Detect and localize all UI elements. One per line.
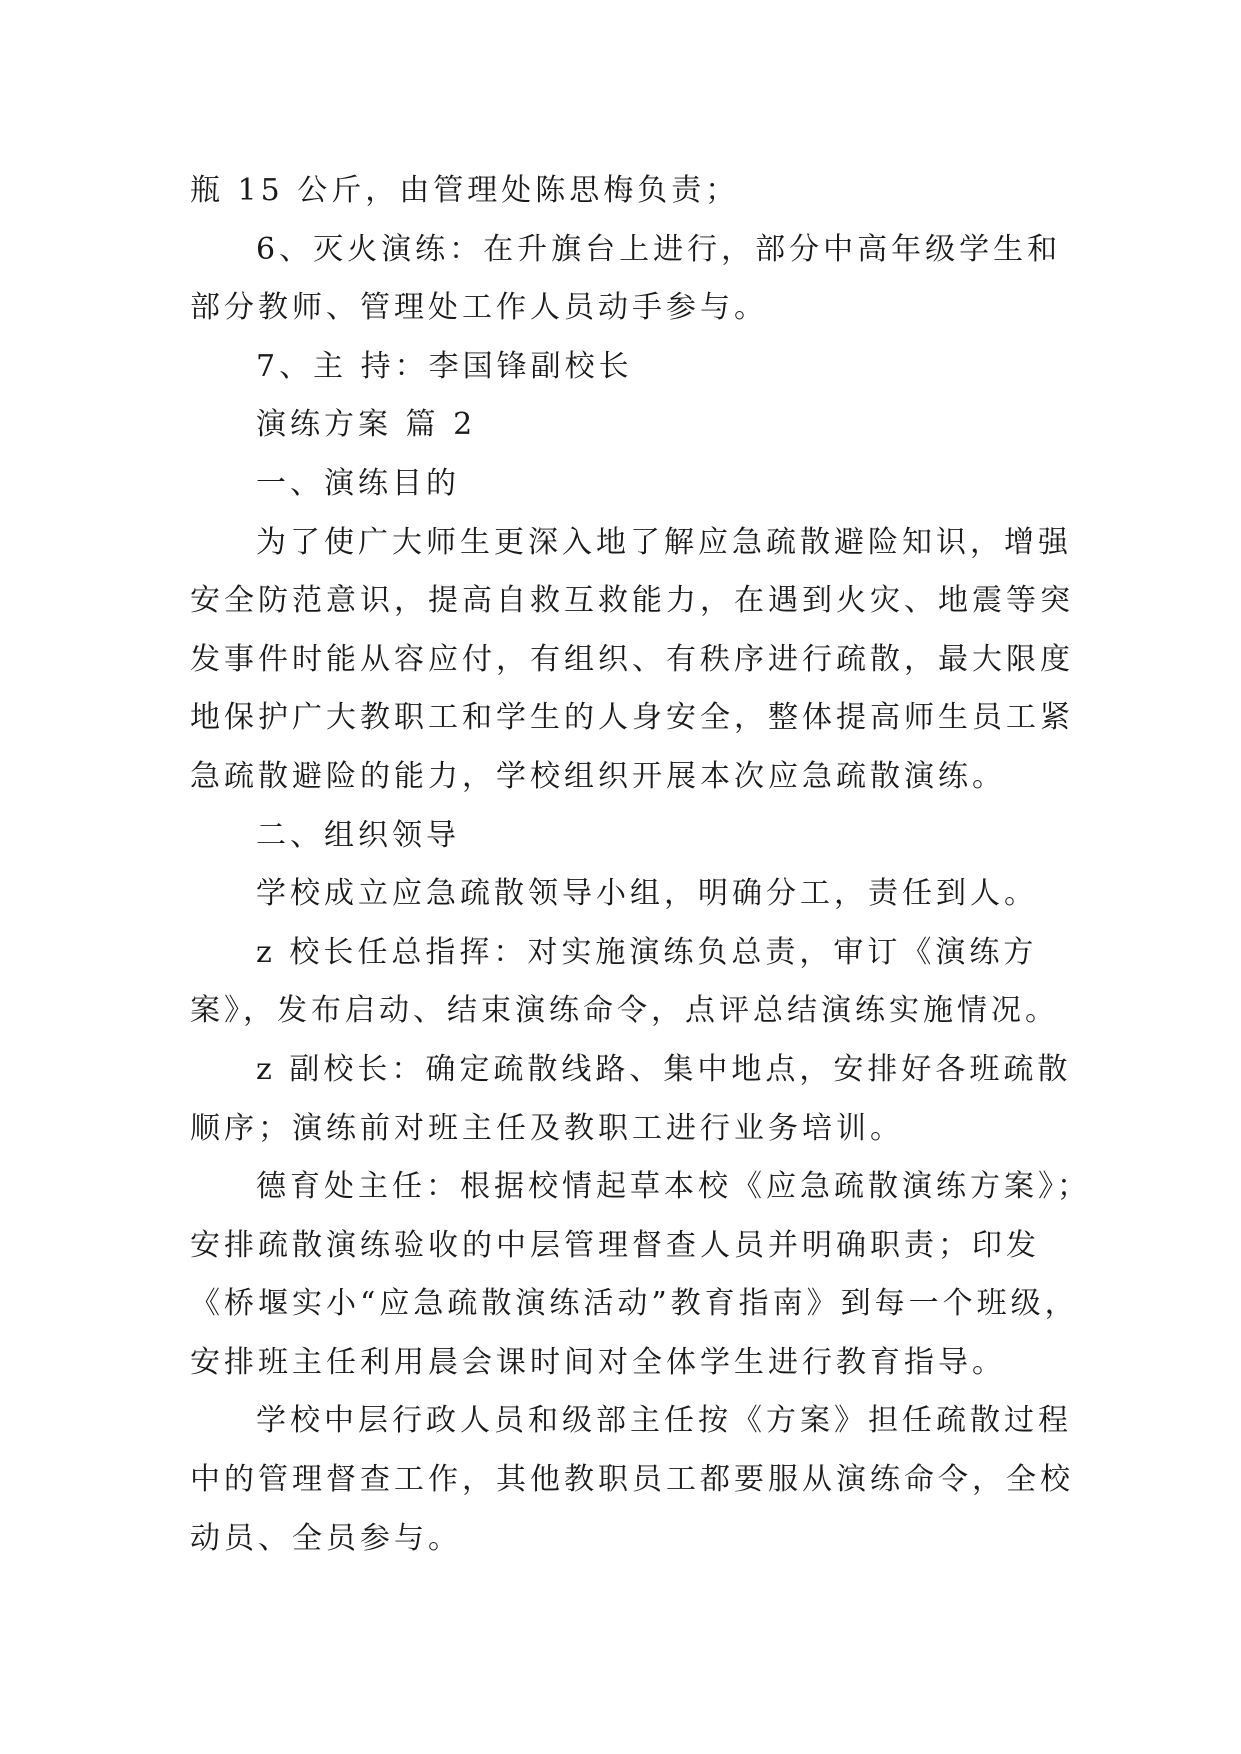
text-line: 地保护广大教职工和学生的人身安全，整体提高师生员工紧 <box>190 700 1074 736</box>
text-line: 二、组织领导 <box>256 817 460 853</box>
text-line: 7、主 持：李国锋副校长 <box>256 348 633 384</box>
text-line: 安排疏散演练验收的中层管理督查人员并明确职责；印发 <box>190 1227 1040 1263</box>
text-line: 演练方案 篇 2 <box>256 407 477 443</box>
text-line: 急疏散避险的能力，学校组织开展本次应急疏散演练。 <box>190 758 1006 794</box>
text-line: z 校长任总指挥：对实施演练负总责，审订《演练方 <box>256 934 1038 970</box>
text-line: 学校成立应急疏散领导小组，明确分工，责任到人。 <box>256 876 1038 912</box>
text-line: 一、演练目的 <box>256 465 460 501</box>
text-line: 瓶 15 公斤，由管理处陈思梅负责； <box>190 173 740 208</box>
text-line: 学校中层行政人员和级部主任按《方案》担任疏散过程 <box>256 1403 1072 1439</box>
text-line: 安全防范意识，提高自救互救能力，在遇到火灾、地震等突 <box>190 583 1074 619</box>
text-line: 动员、全员参与。 <box>190 1520 462 1556</box>
text-line: 中的管理督查工作，其他教职员工都要服从演练命令，全校 <box>190 1462 1074 1498</box>
text-line: 安排班主任利用晨会课时间对全体学生进行教育指导。 <box>190 1344 1006 1380</box>
text-line: 案》，发布启动、结束演练命令，点评总结演练实施情况。 <box>190 993 1059 1029</box>
text-line: 6、灭火演练：在升旗台上进行，部分中高年级学生和 <box>256 231 1062 267</box>
text-line: 为了使广大师生更深入地了解应急疏散避险知识，增强 <box>256 524 1072 560</box>
text-line: z 副校长：确定疏散线路、集中地点，安排好各班疏散 <box>256 1051 1072 1087</box>
text-line: 发事件时能从容应付，有组织、有秩序进行疏散，最大限度 <box>190 641 1074 677</box>
text-line: 顺序；演练前对班主任及教职工进行业务培训。 <box>190 1110 904 1146</box>
text-line: 部分教师、管理处工作人员动手参与。 <box>190 290 768 326</box>
text-line: 《桥堰实小“应急疏散演练活动”教育指南》到每一个班级， <box>190 1286 1079 1322</box>
text-line: 德育处主任：根据校情起草本校《应急疏散演练方案》； <box>256 1169 1091 1205</box>
document-body <box>190 162 1091 1568</box>
